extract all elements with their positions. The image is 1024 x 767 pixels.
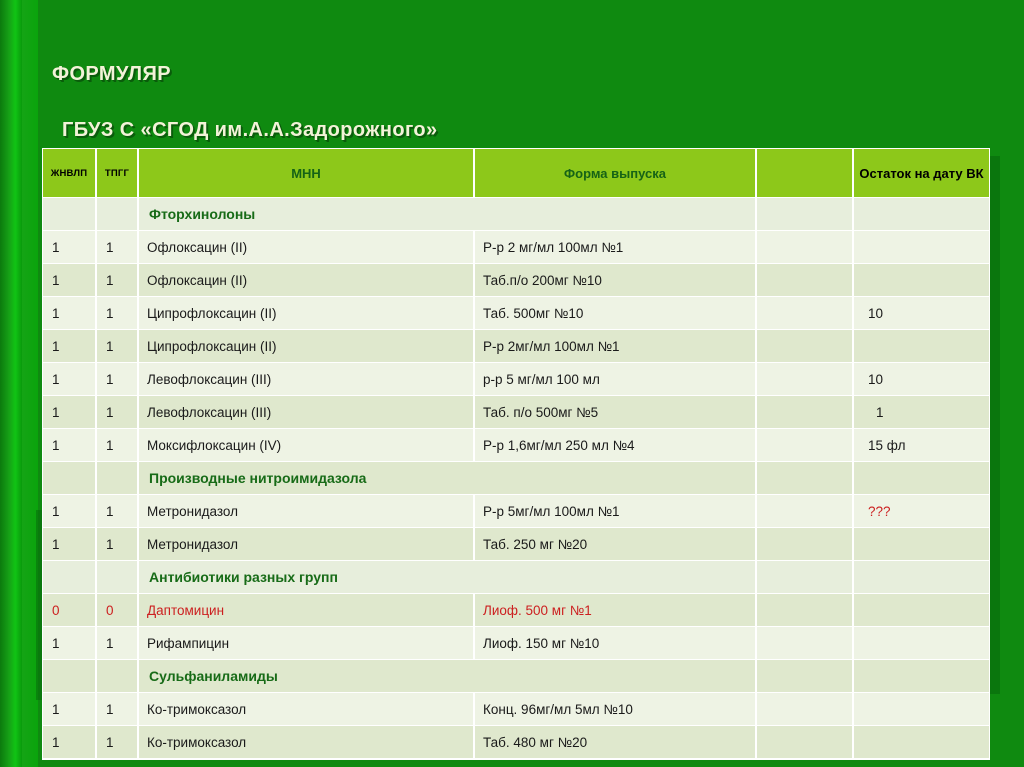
cell-jnvlp: 1	[42, 396, 96, 429]
cell-form: Таб. п/о 500мг №5	[474, 396, 756, 429]
cell-tpgg: 1	[96, 627, 138, 660]
table-row	[42, 297, 990, 330]
cell-mnn: Ципрофлоксацин (II)	[138, 330, 474, 363]
group-title: Антибиотики разных групп	[138, 561, 756, 594]
group-cell-tpgg	[96, 462, 138, 495]
cell-tpgg: 1	[96, 528, 138, 561]
cell-jnvlp: 1	[42, 627, 96, 660]
column-header-blank[interactable]	[756, 148, 853, 198]
cell-mnn: Рифампицин	[138, 627, 474, 660]
table-row	[42, 495, 990, 528]
cell-form: Р-р 1,6мг/мл 250 мл №4	[474, 429, 756, 462]
column-header-form[interactable]: Форма выпуска	[474, 148, 756, 198]
cell-rest: 10	[853, 297, 990, 330]
cell-tpgg: 0	[96, 594, 138, 627]
cell-rest	[853, 726, 990, 760]
group-cell-blank	[756, 561, 853, 594]
formulary-table	[42, 148, 990, 760]
cell-jnvlp: 1	[42, 363, 96, 396]
cell-blank	[756, 429, 853, 462]
cell-tpgg: 1	[96, 726, 138, 760]
cell-jnvlp: 1	[42, 231, 96, 264]
table-group-row	[42, 198, 990, 231]
cell-rest: ???	[853, 495, 990, 528]
group-title: Сульфаниламиды	[138, 660, 756, 693]
cell-blank	[756, 594, 853, 627]
cell-form: Р-р 5мг/мл 100мл №1	[474, 495, 756, 528]
cell-tpgg: 1	[96, 231, 138, 264]
cell-blank	[756, 528, 853, 561]
cell-blank	[756, 330, 853, 363]
column-header-rest[interactable]: Остаток на дату ВК	[853, 148, 990, 198]
table-row	[42, 363, 990, 396]
group-cell-jnvlp	[42, 660, 96, 693]
cell-blank	[756, 363, 853, 396]
cell-mnn: Моксифлоксацин (IV)	[138, 429, 474, 462]
cell-mnn: Ципрофлоксацин (II)	[138, 297, 474, 330]
group-cell-rest	[853, 561, 990, 594]
table-row	[42, 594, 990, 627]
background-accent-band	[0, 0, 22, 767]
cell-jnvlp: 1	[42, 528, 96, 561]
cell-jnvlp: 1	[42, 297, 96, 330]
cell-form: р-р 5 мг/мл 100 мл	[474, 363, 756, 396]
cell-rest	[853, 264, 990, 297]
table-row	[42, 726, 990, 760]
cell-tpgg: 1	[96, 264, 138, 297]
cell-rest	[853, 231, 990, 264]
page-title-line-1: ФОРМУЛЯР	[52, 63, 171, 85]
cell-blank	[756, 264, 853, 297]
cell-rest: 15 фл	[853, 429, 990, 462]
cell-jnvlp: 1	[42, 693, 96, 726]
group-cell-rest	[853, 198, 990, 231]
column-header-tpgg[interactable]: ТПГГ	[96, 148, 138, 198]
cell-blank	[756, 495, 853, 528]
cell-rest: 10	[853, 363, 990, 396]
cell-rest	[853, 528, 990, 561]
cell-mnn: Даптомицин	[138, 594, 474, 627]
table-header	[42, 148, 990, 198]
group-cell-jnvlp	[42, 462, 96, 495]
cell-mnn: Ко-тримоксазол	[138, 726, 474, 760]
cell-rest	[853, 693, 990, 726]
cell-blank	[756, 693, 853, 726]
table-row	[42, 264, 990, 297]
cell-rest	[853, 330, 990, 363]
cell-mnn: Метронидазол	[138, 495, 474, 528]
cell-form: Р-р 2мг/мл 100мл №1	[474, 330, 756, 363]
cell-mnn: Левофлоксацин (III)	[138, 396, 474, 429]
cell-jnvlp: 1	[42, 495, 96, 528]
table-body	[42, 198, 990, 760]
table-row	[42, 528, 990, 561]
page-title-line-2: ГБУЗ С «СГОД им.А.А.Задорожного»	[62, 119, 438, 141]
cell-tpgg: 1	[96, 693, 138, 726]
cell-tpgg: 1	[96, 396, 138, 429]
cell-blank	[756, 627, 853, 660]
group-cell-tpgg	[96, 660, 138, 693]
group-cell-blank	[756, 462, 853, 495]
group-cell-tpgg	[96, 198, 138, 231]
cell-mnn: Ко-тримоксазол	[138, 693, 474, 726]
cell-form: Лиоф. 500 мг №1	[474, 594, 756, 627]
table-row	[42, 396, 990, 429]
cell-form: Таб. 500мг №10	[474, 297, 756, 330]
table-row	[42, 330, 990, 363]
table-group-row	[42, 660, 990, 693]
group-title: Фторхинолоны	[138, 198, 756, 231]
column-header-mnn[interactable]: МНН	[138, 148, 474, 198]
group-cell-tpgg	[96, 561, 138, 594]
group-cell-rest	[853, 660, 990, 693]
table-header-row	[42, 148, 990, 198]
cell-rest: 1	[853, 396, 990, 429]
cell-jnvlp: 1	[42, 429, 96, 462]
cell-jnvlp: 1	[42, 726, 96, 760]
cell-mnn: Левофлоксацин (III)	[138, 363, 474, 396]
cell-mnn: Офлоксацин (II)	[138, 264, 474, 297]
cell-tpgg: 1	[96, 363, 138, 396]
table-right-shadow	[990, 156, 1000, 694]
cell-tpgg: 1	[96, 297, 138, 330]
cell-form: Р-р 2 мг/мл 100мл №1	[474, 231, 756, 264]
cell-tpgg: 1	[96, 495, 138, 528]
table-group-row	[42, 462, 990, 495]
cell-tpgg: 1	[96, 429, 138, 462]
cell-form: Конц. 96мг/мл 5мл №10	[474, 693, 756, 726]
cell-blank	[756, 297, 853, 330]
group-cell-jnvlp	[42, 198, 96, 231]
cell-blank	[756, 231, 853, 264]
cell-mnn: Метронидазол	[138, 528, 474, 561]
cell-form: Лиоф. 150 мг №10	[474, 627, 756, 660]
cell-blank	[756, 396, 853, 429]
cell-jnvlp: 1	[42, 264, 96, 297]
cell-jnvlp: 1	[42, 330, 96, 363]
table-row	[42, 231, 990, 264]
formulary-table-container	[42, 148, 990, 760]
group-cell-rest	[853, 462, 990, 495]
cell-rest	[853, 627, 990, 660]
cell-form: Таб. 480 мг №20	[474, 726, 756, 760]
table-group-row	[42, 561, 990, 594]
cell-form: Таб. 250 мг №20	[474, 528, 756, 561]
table-row	[42, 693, 990, 726]
cell-form: Таб.п/о 200мг №10	[474, 264, 756, 297]
table-row	[42, 429, 990, 462]
cell-mnn: Офлоксацин (II)	[138, 231, 474, 264]
cell-blank	[756, 726, 853, 760]
group-cell-blank	[756, 198, 853, 231]
column-header-jnvlp[interactable]: ЖНВЛП	[42, 148, 96, 198]
cell-jnvlp: 0	[42, 594, 96, 627]
group-cell-blank	[756, 660, 853, 693]
group-cell-jnvlp	[42, 561, 96, 594]
cell-rest	[853, 594, 990, 627]
group-title: Производные нитроимидазола	[138, 462, 756, 495]
cell-tpgg: 1	[96, 330, 138, 363]
table-row	[42, 627, 990, 660]
